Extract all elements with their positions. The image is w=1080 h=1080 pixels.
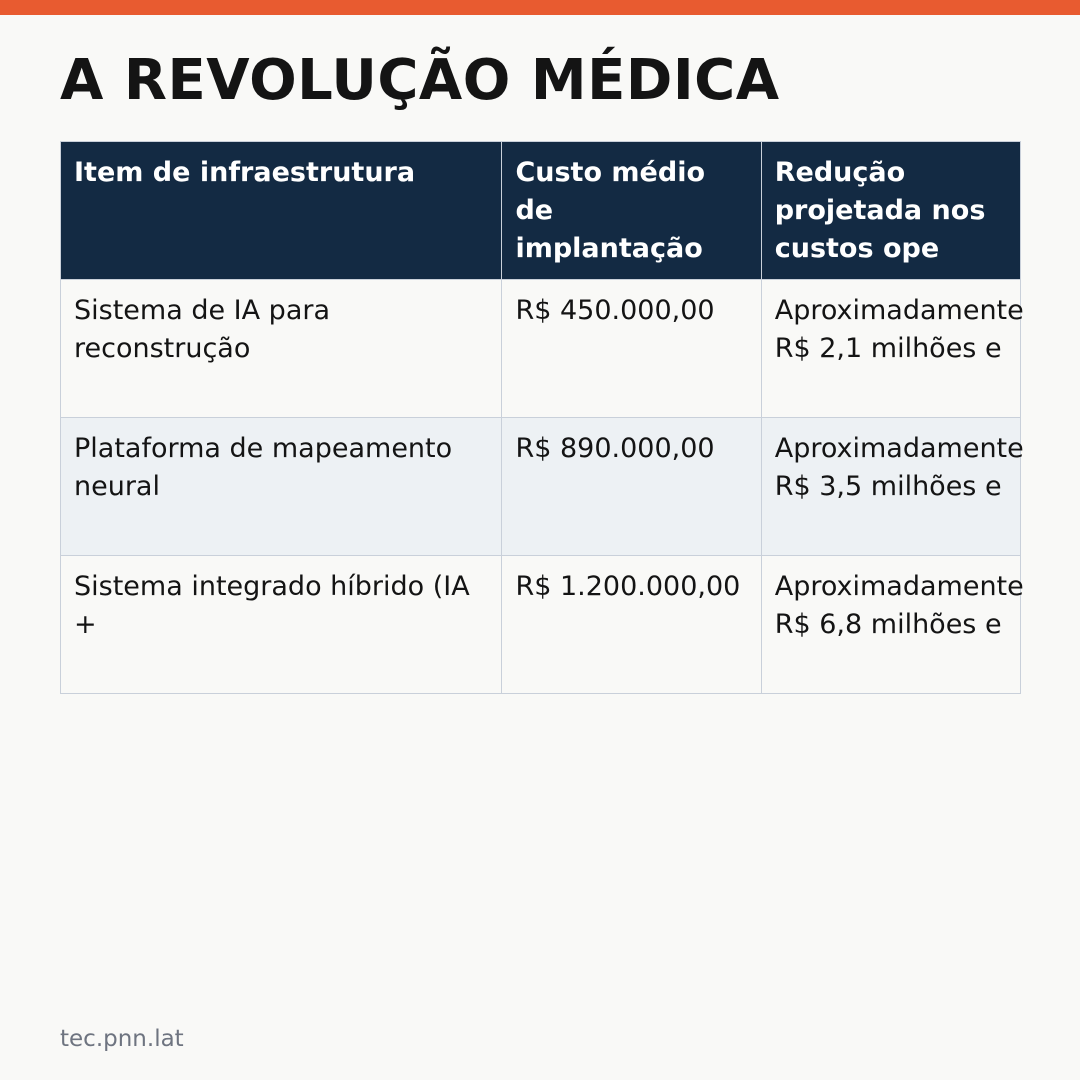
table-header-row <box>61 142 1021 280</box>
cell-cost: R$ 890.000,00 <box>502 418 761 556</box>
cell-item: Sistema integrado híbrido (IA + <box>61 556 502 694</box>
header-item: Item de infraestrutura <box>61 142 502 280</box>
cell-reduction: Aproximadamente R$ 6,8 milhões e <box>761 556 1020 694</box>
cell-reduction: Aproximadamente R$ 3,5 milhões e <box>761 418 1020 556</box>
cell-item: Plataforma de mapeamento neural <box>61 418 502 556</box>
table-row <box>61 418 1021 556</box>
footer-site-link[interactable]: tec.pnn.lat <box>60 1026 184 1052</box>
cell-reduction: Aproximadamente R$ 2,1 milhões e <box>761 280 1020 418</box>
header-reduction: Redução projetada nos custos ope <box>761 142 1020 280</box>
table-row <box>61 280 1021 418</box>
cell-cost: R$ 450.000,00 <box>502 280 761 418</box>
cell-cost: R$ 1.200.000,00 <box>502 556 761 694</box>
top-accent-bar <box>0 0 1080 15</box>
infrastructure-cost-table <box>60 141 1024 694</box>
cell-item: Sistema de IA para reconstrução <box>61 280 502 418</box>
page-title: A REVOLUÇÃO MÉDICA <box>60 48 780 113</box>
header-cost: Custo médio de implantação <box>502 142 761 280</box>
table-row <box>61 556 1021 694</box>
